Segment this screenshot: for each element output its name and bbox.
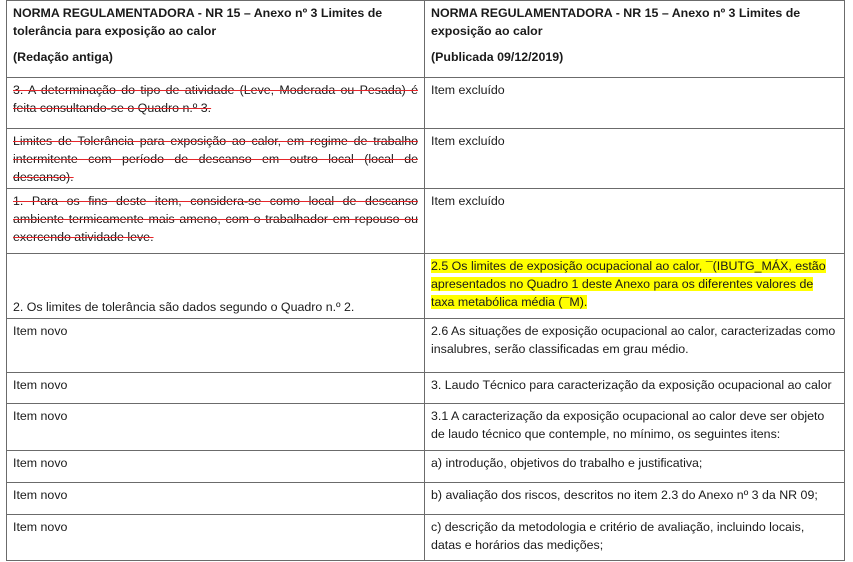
new-text-cell: c) descrição da metodologia e critério de avaliação, incluindo locais, datas e horários das medições; [425, 515, 845, 561]
comparison-table [6, 0, 845, 561]
old-text-cell: Item novo [7, 373, 425, 404]
old-text-cell: Item novo [7, 515, 425, 561]
table-row [7, 78, 845, 129]
table-row [7, 319, 845, 373]
table-row [7, 373, 845, 404]
header-old-title: NORMA REGULAMENTADORA - NR 15 – Anexo nº 3 Limites de tolerância para exposição ao calor [13, 6, 383, 38]
highlighted-text: 2.5 Os limites de exposição ocupacional ao calor, ¯(IBUTG_MÁX, estão apresentados no Quadro 1 deste Anexo para os diferentes valores de taxa metabólica média (¯M). [431, 259, 826, 309]
new-text-cell: 3.1 A caracterização da exposição ocupacional ao calor deve ser objeto de laudo técnico que contemple, no mínimo, os seguintes itens: [425, 404, 845, 451]
header-new-title: NORMA REGULAMENTADORA - NR 15 – Anexo nº 3 Limites de exposição ao calor [431, 6, 801, 38]
new-text-cell: b) avaliação dos riscos, descritos no item 2.3 do Anexo nº 3 da NR 09; [425, 483, 845, 515]
old-text-cell: Limites de Tolerância para exposição ao calor, em regime de trabalho intermitente com período de descanso em outro local (local de descanso). [7, 129, 425, 189]
table-row [7, 451, 845, 483]
table-row [7, 515, 845, 561]
new-text-cell: 2.6 As situações de exposição ocupacional ao calor, caracterizadas como insalubres, serão classificadas em grau médio. [425, 319, 845, 373]
header-new-cell [425, 1, 845, 78]
table-row [7, 129, 845, 189]
header-old-subtitle: (Redação antiga) [13, 50, 113, 64]
new-text-cell [425, 254, 845, 319]
header-old-cell [7, 1, 425, 78]
old-text-cell: 3. A determinação do tipo de atividade (Leve, Moderada ou Pesada) é feita consultando-se o Quadro n.º 3. [7, 78, 425, 129]
old-text-cell: 2. Os limites de tolerância são dados segundo o Quadro n.º 2. [7, 254, 425, 319]
table-row [7, 189, 845, 254]
old-text-cell: Item novo [7, 451, 425, 483]
new-text-cell: Item excluído [425, 129, 845, 189]
new-text-cell: a) introdução, objetivos do trabalho e justificativa; [425, 451, 845, 483]
header-new-subtitle: (Publicada 09/12/2019) [431, 50, 564, 64]
header-row [7, 1, 845, 78]
old-text-cell: Item novo [7, 404, 425, 451]
table-row [7, 404, 845, 451]
old-text-cell: Item novo [7, 319, 425, 373]
new-text-cell: Item excluído [425, 78, 845, 129]
new-text-cell: 3. Laudo Técnico para caracterização da exposição ocupacional ao calor [425, 373, 845, 404]
old-text-cell: Item novo [7, 483, 425, 515]
table-row [7, 483, 845, 515]
new-text-cell: Item excluído [425, 189, 845, 254]
old-text-cell: 1. Para os fins deste item, considera-se como local de descanso ambiente termicamente mais ameno, com o trabalhador em repouso ou exercendo atividade leve. [7, 189, 425, 254]
table-row [7, 254, 845, 319]
